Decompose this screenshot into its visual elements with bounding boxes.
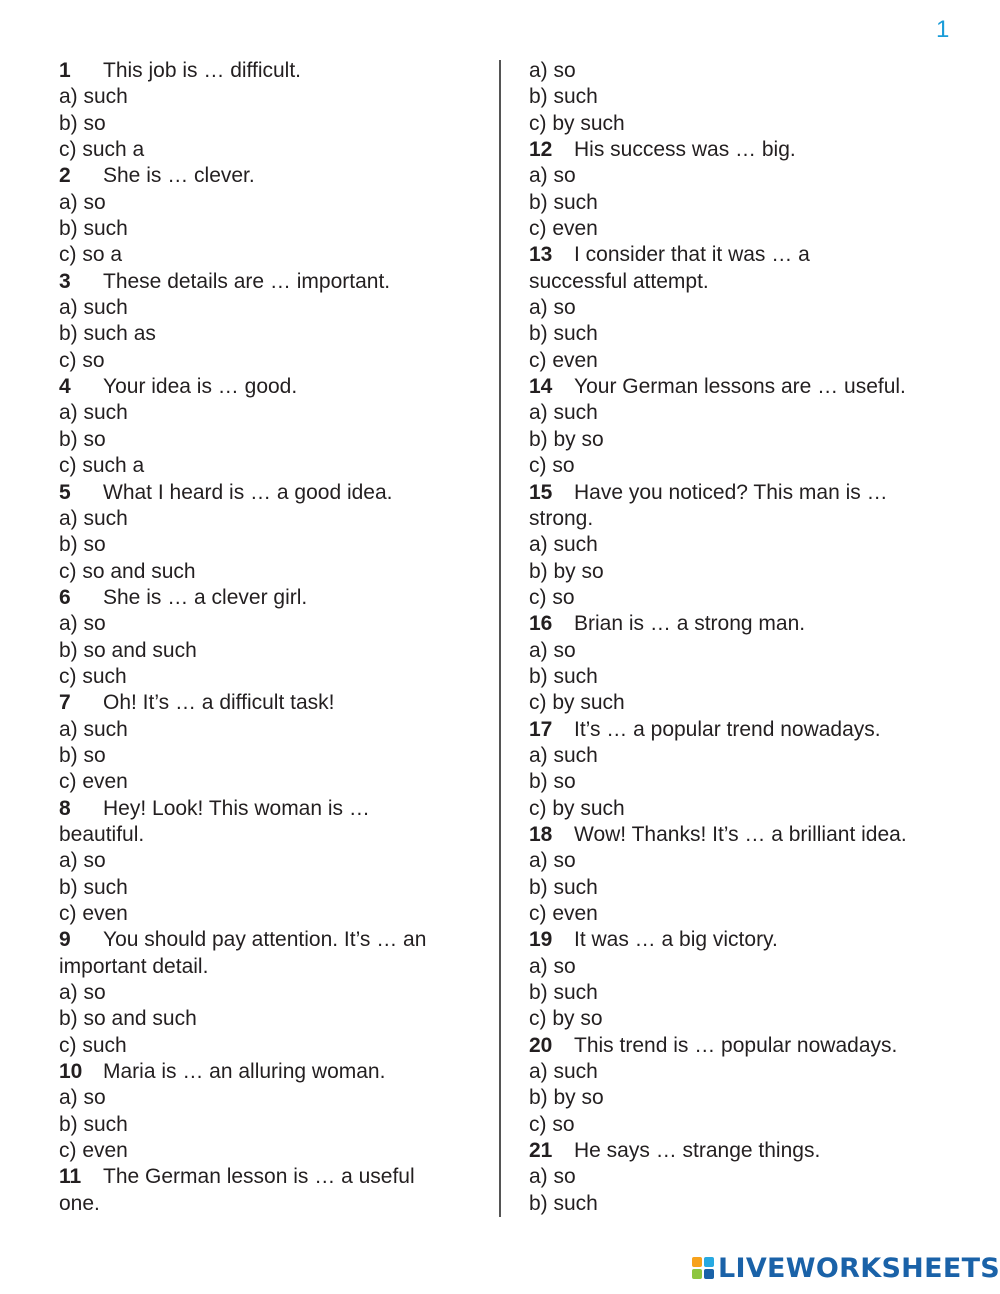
answer-option: c) so and such <box>59 559 196 583</box>
question <box>59 374 479 400</box>
answer-option: c) so <box>529 585 575 609</box>
answer-option: c) so <box>529 1112 575 1136</box>
question-number: 16 <box>529 612 553 636</box>
question-number: 3 <box>59 269 71 293</box>
answer-option: c) even <box>59 1139 128 1163</box>
question <box>529 242 969 268</box>
question-text-continued: strong. <box>529 506 594 530</box>
question <box>59 690 479 716</box>
answer-option: b) such <box>529 190 598 214</box>
question <box>59 796 479 822</box>
question <box>529 927 969 953</box>
question-text-continued: successful attempt. <box>529 269 709 293</box>
question-text: She is … a clever girl. <box>103 585 308 609</box>
answer-option: c) so a <box>59 243 123 267</box>
question-text: Have you noticed? This man is … <box>574 480 888 504</box>
question-number: 2 <box>59 164 71 188</box>
question <box>59 1059 479 1085</box>
answer-option: b) so <box>59 427 106 451</box>
answer-option: a) so <box>59 612 106 636</box>
question-text: Maria is … an alluring woman. <box>103 1060 386 1084</box>
answer-option: b) so <box>59 533 106 557</box>
logo-square-3 <box>692 1269 702 1279</box>
question-text: These details are … important. <box>103 269 391 293</box>
question <box>59 163 479 189</box>
left-column <box>59 58 479 1217</box>
answer-option: b) such <box>529 322 598 346</box>
question-text: You should pay attention. It’s … an <box>103 928 427 952</box>
liveworksheets-logo <box>692 1252 1000 1284</box>
question <box>529 1138 969 1164</box>
question-text: I consider that it was … a <box>574 243 810 267</box>
question-number: 5 <box>59 480 71 504</box>
logo-square-1 <box>692 1257 702 1267</box>
question-text: It was … a big victory. <box>574 928 778 952</box>
question-text-continued: one. <box>59 1191 100 1215</box>
answer-option: b) by so <box>529 559 604 583</box>
question-number: 11 <box>59 1165 82 1189</box>
answer-option: c) even <box>529 217 598 241</box>
question-number: 15 <box>529 480 553 504</box>
question-text: He says … strange things. <box>574 1139 821 1163</box>
question-number: 8 <box>59 796 71 820</box>
question-text: The German lesson is … a useful <box>103 1165 415 1189</box>
answer-option: a) so <box>529 296 576 320</box>
question <box>529 1033 969 1059</box>
question <box>529 822 969 848</box>
question <box>529 137 969 163</box>
answer-option: a) such <box>529 1060 598 1084</box>
answer-option: a) so <box>59 981 106 1005</box>
question <box>59 585 479 611</box>
question-number: 13 <box>529 243 553 267</box>
answer-option: b) such <box>529 875 598 899</box>
answer-option: b) such <box>529 981 598 1005</box>
answer-option: c) such a <box>59 454 145 478</box>
question <box>529 717 969 743</box>
question <box>529 611 969 637</box>
question-text: This job is … difficult. <box>103 59 302 82</box>
answer-option: c) even <box>529 348 598 372</box>
question-number: 7 <box>59 691 71 715</box>
question-text: Wow! Thanks! It’s … a brilliant idea. <box>574 822 907 846</box>
question-text: Your German lessons are … useful. <box>574 375 906 399</box>
question-number: 4 <box>59 375 71 399</box>
answer-option: a) such <box>59 506 128 530</box>
question <box>59 1164 479 1190</box>
answer-option: b) so <box>59 111 106 135</box>
answer-option: c) so <box>59 348 105 372</box>
question-number: 21 <box>529 1139 553 1163</box>
question-text: This trend is … popular nowadays. <box>574 1033 898 1057</box>
question-number: 6 <box>59 585 71 609</box>
question-text: She is … clever. <box>103 164 255 188</box>
right-column <box>529 58 969 1217</box>
page-number: 1 <box>936 16 950 43</box>
question <box>529 374 969 400</box>
answer-option: a) so <box>529 849 576 873</box>
answer-option: a) such <box>59 717 128 741</box>
answer-option: a) so <box>529 638 576 662</box>
answer-option: b) such <box>529 85 598 109</box>
question-number: 9 <box>59 928 71 952</box>
question-number: 14 <box>529 375 553 399</box>
column-divider <box>499 60 501 1217</box>
answer-option: c) such a <box>59 138 145 162</box>
question-number: 12 <box>529 138 553 162</box>
question-number: 19 <box>529 928 553 952</box>
answer-option: b) such <box>59 1112 128 1136</box>
question <box>59 480 479 506</box>
answer-option: c) by such <box>529 796 625 820</box>
answer-option: b) such as <box>59 322 156 346</box>
answer-option: c) by so <box>529 1007 603 1031</box>
question <box>59 269 479 295</box>
answer-option: b) such <box>529 664 598 688</box>
answer-option: b) so and such <box>59 638 197 662</box>
question-number: 20 <box>529 1033 553 1057</box>
answer-option: c) by such <box>529 691 625 715</box>
answer-option: a) so <box>529 164 576 188</box>
answer-option: b) by so <box>529 1086 604 1110</box>
answer-option: c) even <box>59 770 128 794</box>
answer-option: c) so <box>529 454 575 478</box>
answer-option: a) so <box>59 190 106 214</box>
answer-option: c) such <box>59 1033 127 1057</box>
answer-option: a) so <box>59 849 106 873</box>
question-number: 10 <box>59 1060 83 1084</box>
question <box>59 927 479 953</box>
answer-option: b) so <box>59 743 106 767</box>
answer-option: a) so <box>59 1086 106 1110</box>
answer-option: a) such <box>59 296 128 320</box>
question <box>59 58 479 84</box>
question-text: Oh! It’s … a difficult task! <box>103 691 335 715</box>
answer-option: a) such <box>59 85 128 109</box>
question-number: 1 <box>59 59 71 82</box>
question-number: 17 <box>529 717 553 741</box>
question-text: What I heard is … a good idea. <box>103 480 393 504</box>
question-text: Hey! Look! This woman is … <box>103 796 370 820</box>
answer-option: a) such <box>529 743 598 767</box>
question-text-continued: beautiful. <box>59 822 145 846</box>
answer-option: c) even <box>529 902 598 925</box>
answer-option: b) such <box>59 875 128 899</box>
question-text: Your idea is … good. <box>103 375 298 399</box>
answer-option: a) so <box>529 954 576 978</box>
answer-option: b) so and such <box>59 1007 197 1031</box>
answer-option: a) such <box>529 533 598 557</box>
logo-square-4 <box>704 1269 714 1279</box>
answer-option: b) such <box>59 217 128 241</box>
answer-option: b) such <box>529 1191 598 1215</box>
answer-option: b) so <box>529 770 576 794</box>
answer-option: c) even <box>59 902 128 925</box>
question-text-continued: important detail. <box>59 954 209 978</box>
question <box>529 480 969 506</box>
liveworksheets-logo-text: LIVEWORKSHEETS <box>718 1252 1000 1284</box>
answer-option: a) so <box>529 1165 576 1189</box>
liveworksheets-logo-icon <box>692 1257 714 1279</box>
answer-option: c) by such <box>529 111 625 135</box>
answer-option: a) so <box>529 59 576 82</box>
answer-option: c) such <box>59 664 127 688</box>
question-text: Brian is … a strong man. <box>574 612 806 636</box>
answer-option: b) by so <box>529 427 604 451</box>
answer-option: a) such <box>529 401 598 425</box>
answer-option: a) such <box>59 401 128 425</box>
question-text: It’s … a popular trend nowadays. <box>574 717 881 741</box>
logo-square-2 <box>704 1257 714 1267</box>
question-text: His success was … big. <box>574 138 796 162</box>
question-number: 18 <box>529 822 553 846</box>
